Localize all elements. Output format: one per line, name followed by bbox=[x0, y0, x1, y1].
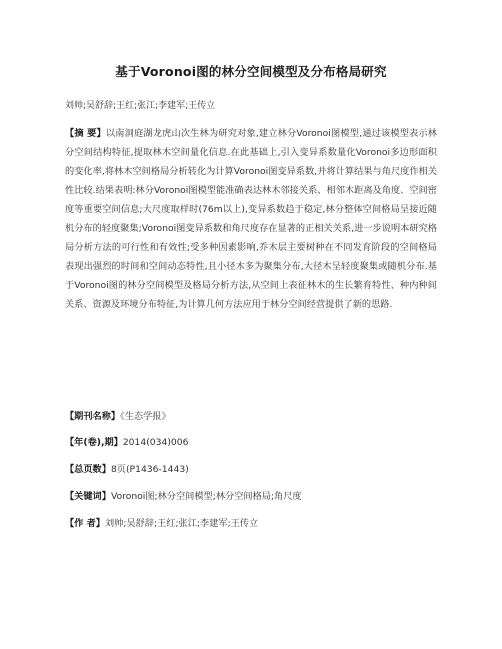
abstract-block bbox=[65, 124, 437, 314]
total-pages-label: 【总页数】 bbox=[65, 464, 111, 475]
year-volume-issue-field bbox=[65, 434, 188, 448]
total-pages-field bbox=[65, 461, 189, 475]
journal-name-value: 《生态学报》 bbox=[120, 411, 171, 422]
abstract-label: 【摘 要】 bbox=[65, 128, 106, 139]
year-volume-issue-value: 2014(034)006 bbox=[122, 437, 189, 448]
total-pages-value: 8页(P1436-1443) bbox=[110, 464, 189, 475]
keywords-value: Voronoi图;林分空间模型;林分空间格局;角尺度 bbox=[110, 491, 302, 502]
authors-label: 【作 者】 bbox=[65, 518, 105, 529]
journal-name-field bbox=[65, 408, 171, 422]
author-list: 刘帅;吴舒辞;王红;张江;李建军;王传立 bbox=[65, 101, 216, 111]
keywords-label: 【关键词】 bbox=[65, 491, 111, 502]
abstract-text: 以南洞庭湖龙虎山次生林为研究对象,建立林分Voronoi图模型,通过该模型表示林分空间结构特征,提取林木空间量化信息.在此基础上,引入变异系数量化Voronoi多边形面积的变化率,将林木空间格局分析转化为计算Voronoi图变异系数,并将计算结果与角尺度作相关性比较.结果表明:林分Voronoi图模型能准确表达林木邻接关系、相邻木距离及角度、空间密度等重要空间信息;大尺度取样时(76m以上),变异系数趋于稳定,林分整体空间格局呈接近随机分布的轻度聚集;Voronoi图变异系数和角尺度存在显著的正相关关系,进一步说明本研究格局分析方法的可行性和有效性;受多种因素影响,乔木层主要树种在不同发育阶段的空间格局表现出强烈的时间和空间动态特性,且小径木多为聚集分布,大径木呈轻度聚集或随机分布.基于Voronoi图的林分空间模型及格局分析方法,从空间上表征林木的生长繁育特性、种内种间关系、资源及环境分布特征,为计算几何方法应用于林分空间经营提供了新的思路. bbox=[65, 128, 437, 310]
keywords-field bbox=[65, 488, 302, 502]
year-volume-issue-label: 【年(卷),期】 bbox=[65, 437, 123, 448]
journal-name-label: 【期刊名称】 bbox=[65, 411, 121, 422]
paper-title: 基于Voronoi图的林分空间模型及分布格局研究 bbox=[115, 64, 387, 79]
authors-value: 刘帅;吴舒辞;王红;张江;李建军;王传立 bbox=[104, 518, 259, 529]
authors-field bbox=[65, 515, 258, 529]
